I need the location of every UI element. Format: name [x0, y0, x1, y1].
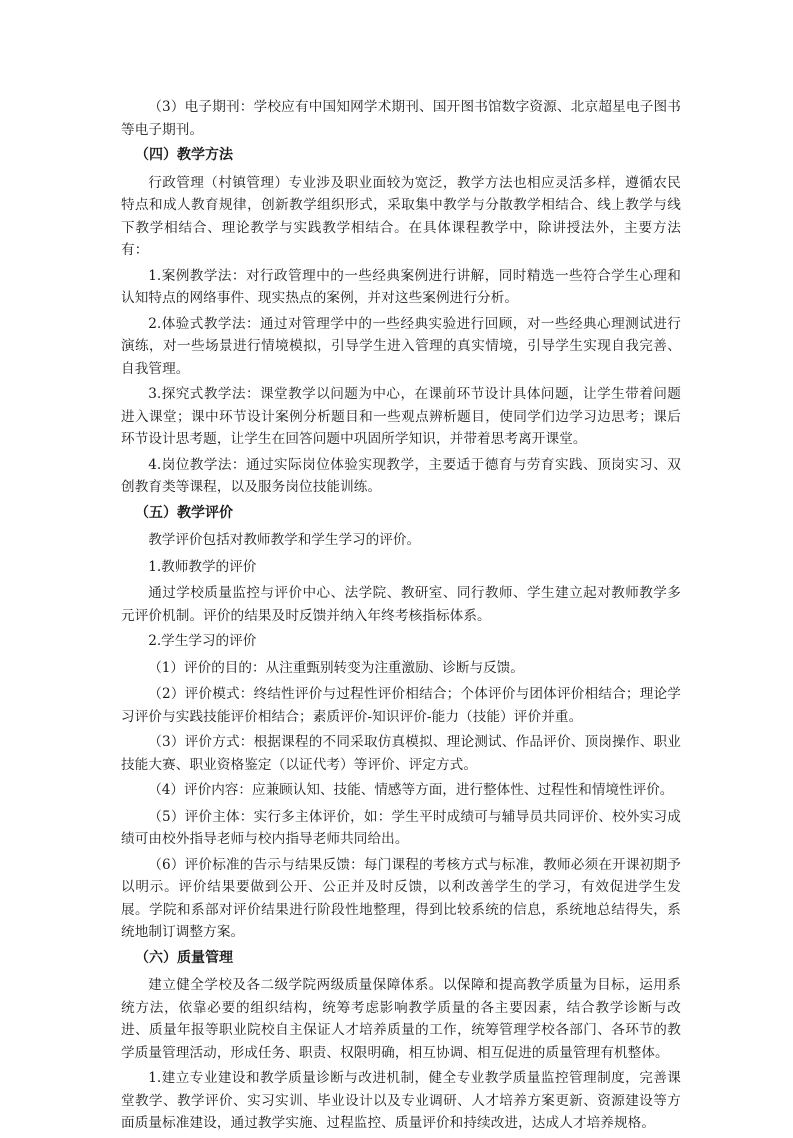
paragraph-evaluation-intro: 教学评价包括对教师教学和学生学习的评价。: [148, 532, 421, 548]
paragraph-methods-intro: 行政管理（村镇管理）专业涉及职业面较为宽泛，教学方法也相应灵活多样，遵循农民特点和成人教育规律，创新教学组织形式，采取集中教学与分散教学相结合、线上教学与线下教学相结合、理论教学与实践教学相结合。在具体课程教学中，除讲授法外，主要方法有：: [121, 174, 681, 258]
section-heading-teaching-methods: （四）教学方法: [135, 147, 233, 163]
section-heading-teaching-evaluation: （五）教学评价: [135, 504, 233, 521]
paragraph-post-method: 4.岗位教学法：通过实际岗位体验实现教学，主要适于德育与劳育实践、顶岗实习、双创教育类等课程，以及服务岗位技能训练。: [121, 456, 681, 495]
paragraph-quality-system: 建立健全学校及各二级学院两级质量保障体系。以保障和提高教学质量为目标，运用系统方法，依靠必要的组织结构，统筹考虑影响教学质量的各主要因素，结合教学诊断与改进、质量年报等职业院校自主保证人才培养质量的工作，统筹管理学校各部门、各环节的教学质量管理活动，形成任务、职责、权限明确，相互协调、相互促进的质量管理有机整体。: [121, 977, 681, 1061]
paragraph-inquiry-method: 3.探究式教学法：课堂教学以问题为中心，在课前环节设计具体问题，让学生带着问题进入课堂；课中环节设计案例分析题目和一些观点辨析题目，使同学们边学习边思考；课后环节设计思考题，让学生在回答问题中巩固所学知识，并带着思考离开课堂。: [121, 386, 681, 447]
document-body: [121, 96, 681, 1138]
subheading-teacher-evaluation: 1.教师教学的评价: [148, 558, 257, 575]
paragraph-evaluation-standard: （6）评价标准的告示与结果反馈：每门课程的考核方式与标准，教师必须在开课初期予以明示。评价结果要做到公开、公正并及时反馈，以利改善学生的学习，有效促进学生发展。学院和系部对评价结果进行阶段性地整理，得到比较系统的信息，系统地总结得失，系统地制订调整方案。: [121, 856, 681, 940]
paragraph-case-method: 1.案例教学法：对行政管理中的一些经典案例进行讲解，同时精选一些符合学生心理和认知特点的网络事件、现实热点的案例，并对这些案例进行分析。: [121, 267, 681, 306]
paragraph-evaluation-method: （3）评价方式：根据课程的不同采取仿真模拟、理论测试、作品评价、顶岗操作、职业技能大赛、职业资格鉴定（以证代考）等评价、评定方式。: [121, 734, 681, 773]
paragraph-evaluation-purpose: （1）评价的目的：从注重甄别转变为注重激励、诊断与反馈。: [148, 659, 524, 676]
paragraph-evaluation-subject: （5）评价主体：实行多主体评价，如：学生平时成绩可与辅导员共同评价、校外实习成绩可由校外指导老师与校内指导老师共同给出。: [121, 808, 681, 847]
subheading-student-evaluation: 2.学生学习的评价: [148, 633, 257, 649]
paragraph-quality-mechanism: 1.建立专业建设和教学质量诊断与改进机制，健全专业教学质量监控管理制度，完善课堂教学、教学评价、实习实训、毕业设计以及专业调研、人才培养方案更新、资源建设等方面质量标准建设，通过教学实施、过程监控、质量评价和持续改进，达成人才培养规格。: [121, 1070, 681, 1131]
paragraph-experiential-method: 2.体验式教学法：通过对管理学中的一些经典实验进行回顾，对一些经典心理测试进行演练，对一些场景进行情境模拟，引导学生进入管理的真实情境，引导学生实现自我完善、自我管理。: [121, 315, 681, 377]
paragraph-evaluation-content: （4）评价内容：应兼顾认知、技能、情感等方面，进行整体性、过程性和情境性评价。: [148, 782, 674, 798]
paragraph-e-journals: （3）电子期刊：学校应有中国知网学术期刊、国开图书馆数字资源、北京超星电子图书等电子期刊。: [121, 99, 681, 138]
section-heading-quality-management: （六）质量管理: [135, 949, 233, 966]
paragraph-teacher-evaluation: 通过学校质量监控与评价中心、法学院、教研室、同行教师、学生建立起对教师教学多元评价机制。评价的结果及时反馈并纳入年终考核指标体系。: [121, 585, 681, 624]
paragraph-evaluation-mode: （2）评价模式：终结性评价与过程性评价相结合；个体评价与团体评价相结合；理论学习评价与实践技能评价相结合；素质评价-知识评价-能力（技能）评价并重。: [121, 686, 681, 725]
